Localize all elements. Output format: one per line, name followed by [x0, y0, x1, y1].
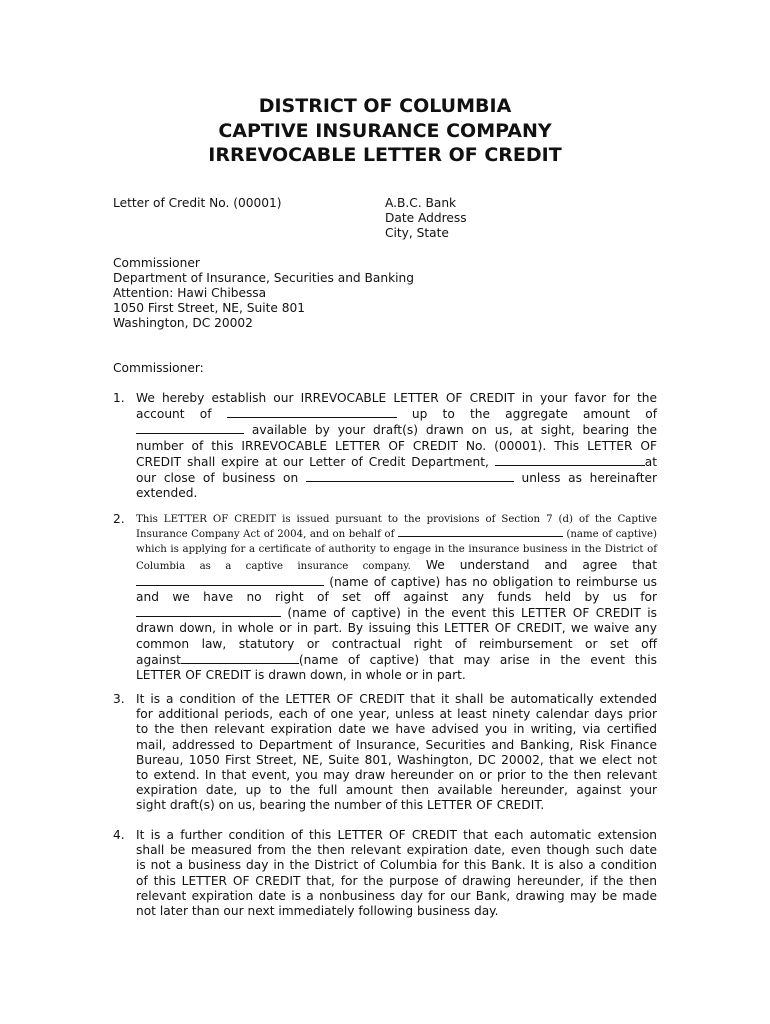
title-line-1: DISTRICT OF COLUMBIA — [258, 95, 512, 117]
text-fragment: (name of captive) in the event this LETTER OF CREDIT is — [287, 606, 657, 621]
bank-city: City, State — [385, 226, 449, 240]
text-line — [136, 574, 657, 590]
paragraph-1 — [136, 391, 657, 501]
paragraph-4-number: 4. — [113, 828, 125, 842]
expiry-date-blank — [306, 470, 514, 482]
text-line: Bureau, 1050 First Street, NE, Suite 801, Washington, DC 20002, that we elect not — [136, 752, 657, 767]
paragraph-2-number: 2. — [113, 512, 125, 526]
addressee-department: Department of Insurance, Securities and Banking — [113, 271, 414, 285]
captive-name-blank — [136, 574, 324, 586]
text-line: for additional periods, each of one year, unless at least ninety calendar days prior — [136, 707, 657, 722]
paragraph-2 — [136, 512, 657, 683]
account-blank — [227, 406, 397, 418]
text-fragment: our close of business on — [136, 471, 299, 486]
text-line: to extend. In that event, you may draw hereunder on or prior to the then relevant — [136, 768, 657, 783]
text-line: to the then relevant expiration date we have advised you in writing, via certified — [136, 722, 657, 737]
text-line: of this LETTER OF CREDIT that, for the purpose of drawing hereunder, if the then — [136, 873, 657, 888]
text-line: It is a further condition of this LETTER OF CREDIT that each automatic extension — [136, 828, 657, 842]
text-line: drawn down, in whole or in part. By issuing this LETTER OF CREDIT, we waive any — [136, 621, 657, 636]
addressee-attention: Attention: Hawi Chibessa — [113, 286, 267, 300]
text-line: which is applying for a certificate of authority to engage in the insurance business in the District of — [136, 544, 657, 556]
title-line-3: IRREVOCABLE LETTER OF CREDIT — [208, 144, 562, 166]
text-line: mail, addressed to Department of Insurance, Securities and Banking, Risk Finance — [136, 737, 657, 752]
text-fragment: account of — [136, 407, 212, 422]
text-line — [136, 527, 657, 542]
document-title — [0, 94, 770, 168]
text-fragment: unless as hereinafter — [521, 471, 658, 486]
salutation: Commissioner: — [113, 361, 204, 375]
paragraph-3 — [136, 692, 657, 814]
captive-name-blank — [398, 527, 563, 537]
text-line: not later than our next immediately following business day. — [136, 904, 499, 919]
text-line — [136, 605, 657, 621]
text-fragment: at — [644, 454, 657, 469]
paragraph-4 — [136, 828, 657, 919]
text-fragment: Columbia as a captive insurance company. — [136, 560, 411, 572]
captive-name-blank — [181, 652, 299, 664]
text-fragment: CREDIT shall expire at our Letter of Credit Department, — [136, 454, 489, 469]
text-fragment: (name of captive) — [566, 529, 657, 541]
bank-name: A.B.C. Bank — [385, 196, 457, 210]
text-line: expiration date, up to the full amount then available hereunder, against your — [136, 783, 657, 798]
text-fragment: We understand and agree that — [425, 557, 657, 572]
text-line: We hereby establish our IRREVOCABLE LETTER OF CREDIT in your favor for the — [136, 391, 657, 405]
text-line — [136, 652, 657, 668]
location-blank — [495, 454, 645, 466]
text-line: extended. — [136, 486, 198, 501]
text-line: sight draft(s) on us, bearing the number of this LETTER OF CREDIT. — [136, 798, 545, 813]
text-line — [136, 470, 657, 486]
text-line: LETTER OF CREDIT is drawn down, in whole or in part. — [136, 668, 466, 683]
text-line: and we have no right of set off against any funds held by us for — [136, 590, 657, 605]
text-fragment: available by your draft(s) drawn on us, at sight, bearing the — [251, 423, 658, 438]
text-fragment: (name of captive) has no obligation to reimburse us — [329, 574, 657, 589]
text-line: common law, statutory or contractual right of reimbursement or set off — [136, 636, 657, 651]
text-line: relevant expiration date is a nonbusiness day for our Bank, drawing may be made — [136, 888, 657, 903]
text-line: is not a business day in the District of Columbia for this Bank. It is also a condition — [136, 858, 657, 873]
text-line — [136, 406, 657, 422]
captive-name-blank — [136, 605, 281, 617]
text-line: It is a condition of the LETTER OF CREDIT that it shall be automatically extended — [136, 692, 657, 706]
addressee-city: Washington, DC 20002 — [113, 316, 253, 330]
text-fragment: Insurance Company Act of 2004, and on behalf of — [136, 529, 395, 541]
paragraph-3-number: 3. — [113, 692, 125, 706]
text-line: shall be measured from the then relevant expiration date, even though such date — [136, 843, 657, 858]
addressee-title: Commissioner — [113, 256, 200, 270]
text-line: number of this IRREVOCABLE LETTER OF CREDIT No. (00001). This LETTER OF — [136, 438, 657, 453]
loc-number: Letter of Credit No. (00001) — [113, 196, 282, 210]
text-fragment: against — [136, 652, 181, 667]
amount-blank — [136, 422, 244, 434]
text-fragment: (name of captive) that may arise in the event this — [298, 652, 657, 667]
paragraph-1-number: 1. — [113, 391, 125, 405]
addressee-street: 1050 First Street, NE, Suite 801 — [113, 301, 306, 315]
title-line-2: CAPTIVE INSURANCE COMPANY — [218, 119, 552, 142]
text-fragment: up to the aggregate amount of — [411, 407, 657, 422]
text-line: This LETTER OF CREDIT is issued pursuant to the provisions of Section 7 (d) of the Captive — [136, 514, 657, 525]
text-line — [136, 422, 657, 438]
bank-address: Date Address — [385, 211, 467, 225]
text-line — [136, 558, 657, 574]
text-line — [136, 454, 657, 470]
